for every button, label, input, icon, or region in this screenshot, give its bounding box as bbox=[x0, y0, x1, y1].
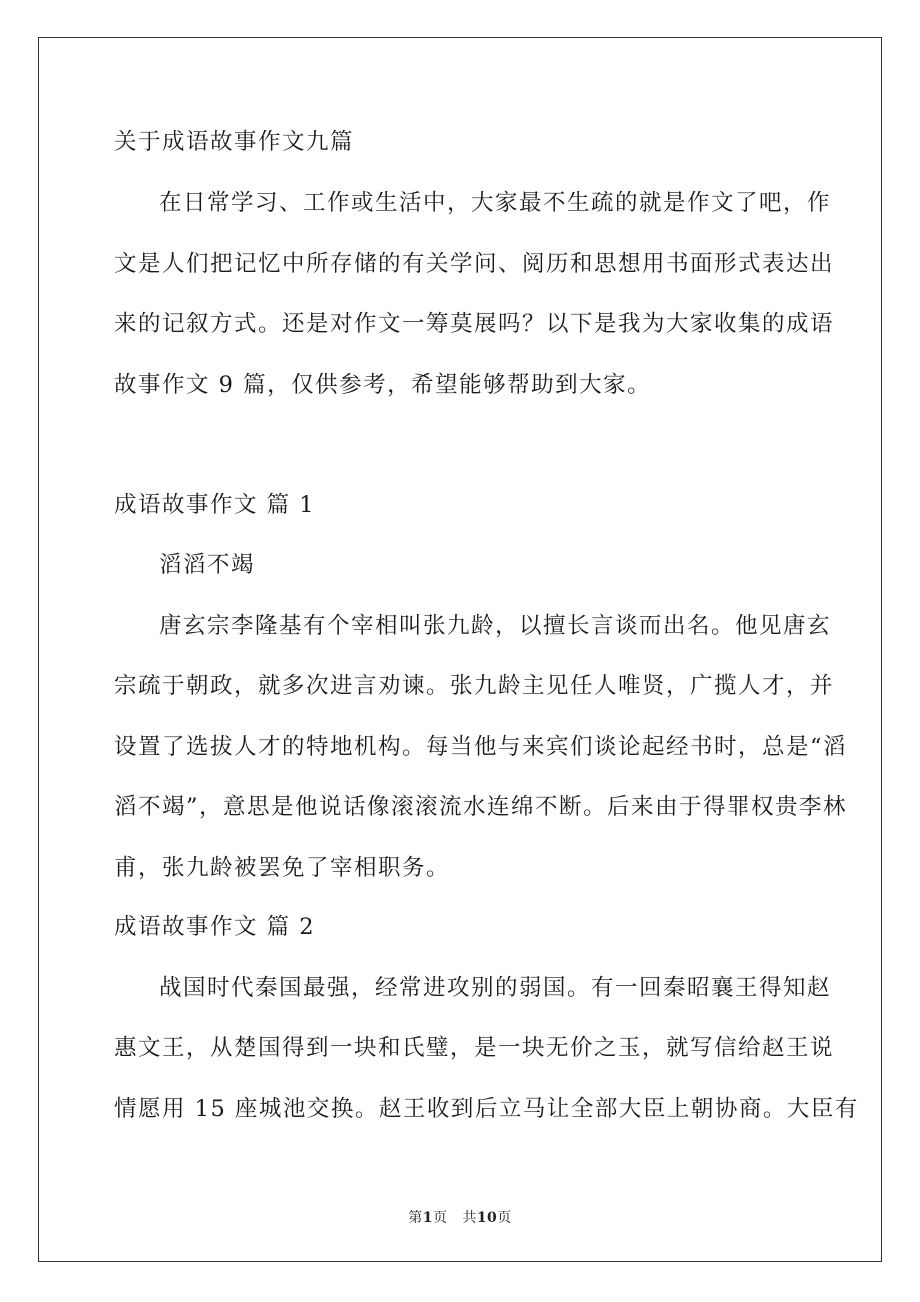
page-footer bbox=[0, 1207, 920, 1227]
document-title: 关于成语故事作文九篇 bbox=[114, 129, 355, 155]
paragraph-line: 情愿用 15 座城池交换。赵王收到后立马让全部大臣上朝协商。大臣有 bbox=[114, 1096, 859, 1122]
paragraph-line: 甫，张九龄被罢免了宰相职务。 bbox=[114, 855, 451, 881]
intro-line: 来的记叙方式。还是对作文一筹莫展吗？以下是我为大家收集的成语 bbox=[114, 311, 835, 337]
intro-line: 故事作文 9 篇，仅供参考，希望能够帮助到大家。 bbox=[114, 372, 652, 398]
page-border bbox=[38, 37, 882, 1262]
footer-page-number: 1 bbox=[422, 1210, 433, 1226]
footer-prefix: 第 bbox=[408, 1210, 423, 1226]
footer-total-prefix: 共 bbox=[462, 1210, 477, 1226]
paragraph-line: 设置了选拔人才的特地机构。每当他与来宾们谈论起经书时，总是“滔 bbox=[114, 734, 848, 760]
paragraph-line: 滔不竭”，意思是他说话像滚滚流水连绵不断。后来由于得罪权贵李林 bbox=[114, 794, 848, 820]
paragraph-line: 惠文王，从楚国得到一块和氏璧，是一块无价之玉，就写信给赵王说 bbox=[114, 1035, 835, 1061]
section-heading: 成语故事作文 篇 2 bbox=[114, 914, 316, 940]
section-subtitle: 滔滔不竭 bbox=[159, 552, 256, 578]
paragraph-line: 唐玄宗李隆基有个宰相叫张九龄，以擅长言谈而出名。他见唐玄 bbox=[159, 613, 832, 639]
intro-line: 在日常学习、工作或生活中，大家最不生疏的就是作文了吧，作 bbox=[159, 190, 832, 216]
intro-line: 文是人们把记忆中所存储的有关学问、阅历和思想用书面形式表达出 bbox=[114, 251, 835, 277]
footer-page-suffix: 页 bbox=[432, 1210, 448, 1226]
paragraph-line: 宗疏于朝政，就多次进言劝谏。张九龄主见任人唯贤，广揽人才，并 bbox=[114, 673, 835, 699]
section-heading: 成语故事作文 篇 1 bbox=[114, 492, 316, 518]
paragraph-line: 战国时代秦国最强，经常进攻别的弱国。有一回秦昭襄王得知赵 bbox=[159, 975, 832, 1001]
footer-total-suffix: 页 bbox=[497, 1210, 512, 1226]
footer-total-pages: 10 bbox=[476, 1210, 498, 1226]
